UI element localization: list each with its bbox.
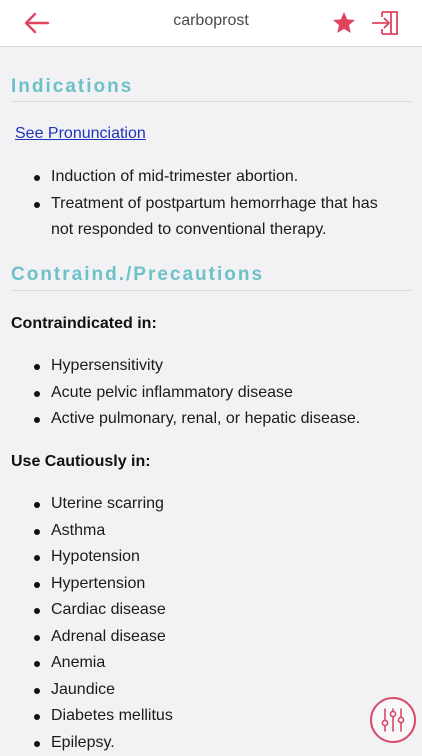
exit-icon xyxy=(370,9,400,37)
see-pronunciation-link[interactable]: See Pronunciation xyxy=(15,125,146,143)
list-item: Treatment of postpartum hemorrhage that has not responded to conventional therapy. xyxy=(0,191,400,244)
bullet-icon xyxy=(34,529,40,535)
list-item: Diabetes mellitus xyxy=(0,703,400,730)
bullet-icon xyxy=(34,391,40,397)
bullet-icon xyxy=(34,661,40,667)
bullet-icon xyxy=(34,582,40,588)
indications-divider xyxy=(11,101,412,102)
top-navigation-bar xyxy=(0,0,422,47)
bullet-icon xyxy=(34,364,40,370)
list-item: Asthma xyxy=(0,518,400,545)
list-item: Uterine scarring xyxy=(0,491,400,518)
settings-fab-button[interactable] xyxy=(370,697,416,743)
bullet-icon xyxy=(34,741,40,747)
bullet-icon xyxy=(34,502,40,508)
list-item: Epilepsy. xyxy=(0,730,400,756)
favorite-button[interactable] xyxy=(331,10,357,36)
contraindicated-list xyxy=(0,353,400,433)
list-item: Induction of mid-trimester abortion. xyxy=(0,164,400,191)
indications-heading: Indications xyxy=(11,76,133,98)
list-item: Active pulmonary, renal, or hepatic disease. xyxy=(0,406,400,433)
list-item: Jaundice xyxy=(0,677,400,704)
use-cautiously-label: Use Cautiously in: xyxy=(11,453,151,471)
list-item: Hypersensitivity xyxy=(0,353,400,380)
page-title: carboprost xyxy=(0,12,422,30)
bullet-icon xyxy=(34,202,40,208)
list-item: Hypertension xyxy=(0,571,400,598)
bullet-icon xyxy=(34,175,40,181)
indications-list xyxy=(0,164,400,244)
bullet-icon xyxy=(34,714,40,720)
list-item: Anemia xyxy=(0,650,400,677)
bullet-icon xyxy=(34,635,40,641)
contraindicated-label: Contraindicated in: xyxy=(11,315,157,333)
list-item: Cardiac disease xyxy=(0,597,400,624)
exit-button[interactable] xyxy=(370,9,400,37)
star-icon xyxy=(331,10,357,36)
bullet-icon xyxy=(34,417,40,423)
sliders-icon xyxy=(372,699,414,741)
bullet-icon xyxy=(34,688,40,694)
list-item: Acute pelvic inflammatory disease xyxy=(0,380,400,407)
bullet-icon xyxy=(34,555,40,561)
contraindications-divider xyxy=(11,290,412,291)
bullet-icon xyxy=(34,608,40,614)
use-cautiously-list xyxy=(0,491,400,756)
contraindications-heading: Contraind./Precautions xyxy=(11,264,264,286)
list-item: Adrenal disease xyxy=(0,624,400,651)
list-item: Hypotension xyxy=(0,544,400,571)
